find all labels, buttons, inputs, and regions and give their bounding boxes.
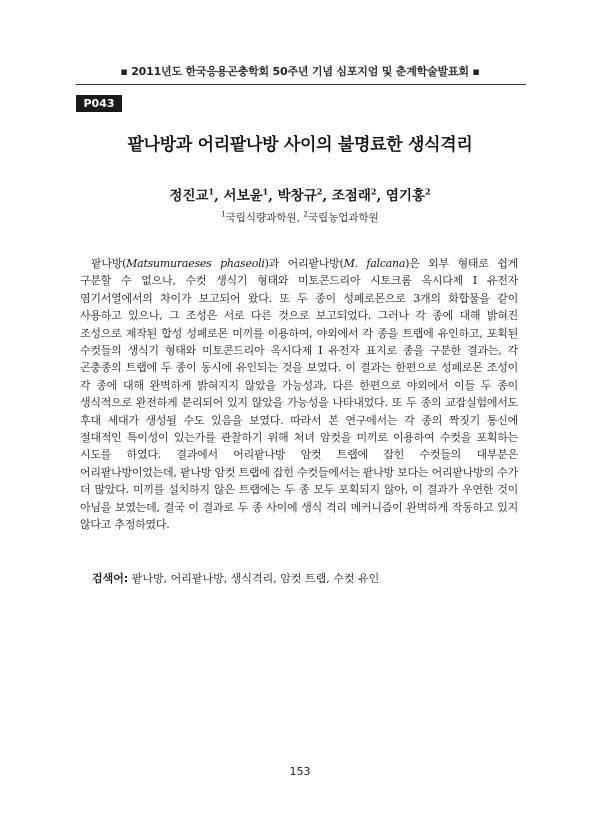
affiliation	[221, 212, 303, 224]
author-affil-mark: 2	[370, 186, 377, 197]
affiliation-list	[0, 210, 600, 225]
affiliation	[303, 212, 378, 224]
author-affil-mark: 1	[208, 186, 215, 197]
abstract-text: 팥나방(	[91, 257, 127, 270]
author-name: 염기홍	[385, 188, 425, 204]
affiliation-separator: ,	[296, 212, 304, 224]
affiliation-name: 국립농업과학원	[307, 212, 379, 224]
abstract-text: )은 외부 형태로 쉽게 구분할 수 없으나, 수컷 생식기 형태와 미토콘드리아 시토크롬 옥시다제 I 유전자 염기서열에서의 차이가 보고되어 왔다. 또 두 종이 성페로몬으로 3개의 화합물을 같이 사용하고 있으나, 그 조성은 서로 다른 것으로 보고되었다. 그러나 각 종에 대해 밝혀진 조성으로 제작된 합성 성페로몬 미끼를 이용하여, 야외에서 각 종을 트랩에 유인하고, 포획된 수컷들의 생식기 형태와 미토콘드리아 옥시다제 I 유전자 표지로 종을 구분한 결과는, 각 곤충종의 트랩에 두 종이 동시에 유인되는 것을 보였다. 이 결과는 한편으로 성페로몬 조성이 각 종에 대해 완벽하게 밝혀지지 않았을 가능성과, 다른 한편으로 야외에서 이들 두 종이 생식적으로 완전하게 분리되어 있지 않았을 가능성을 나타내었다. 또 두 종의 교잡실험에서도 후대 세대가 생성될 수도 있음을 보였다. 따라서 본 연구에서는 각 종의 짝짓기 통신에 절대적인 특이성이 있는가를 관찰하기 위해 처녀 암컷을 미끼로 이용하여 수컷을 포획하는 시도를 하였다. 결과에서 어리팥나방 암컷 트랩에 잡힌 수컷들의 대부분은 어리팥나방이었는데, 팥나방 암컷 트랩에 잡힌 수컷들에서는 팥나방 보다는 어리팥나방의 수가 더 많았다. 미끼를 설치하지 않은 트랩에는 두 종 모두 포획되지 않아, 이 결과가 우연한 것이 아님을 보였는데, 결국 이 결과로 두 종 사이에 생식 격리 메커니즘이 완벽하게 작동하고 있지 않다고 추정하였다.	[80, 257, 518, 532]
author-name: 정진교	[169, 188, 209, 204]
keywords-line	[92, 570, 512, 586]
affiliation-number: 1	[221, 210, 226, 219]
affiliation-name: 국립식량과학원	[225, 212, 297, 224]
author-name: 박창규	[277, 188, 317, 204]
author-name: 서보윤	[223, 188, 263, 204]
page-number: 153	[289, 765, 311, 778]
affiliation-number: 2	[303, 210, 308, 219]
abstract-text: )과 어리팥나방(	[264, 257, 344, 270]
author-separator: ,	[214, 188, 224, 204]
poster-id-badge: P043	[76, 95, 122, 112]
species-name: M. falcana	[343, 257, 406, 270]
author-list	[0, 184, 600, 204]
author	[332, 188, 386, 204]
author-affil-mark: 1	[262, 186, 269, 197]
paper-title: 팥나방과 어리팥나방 사이의 불명료한 생식격리	[127, 135, 473, 155]
running-header: ▪ 2011년도 한국응용곤충학회 50주년 기념 심포지엄 및 춘계학술발표회 ▪	[120, 65, 480, 78]
author	[278, 188, 332, 204]
author-affil-mark: 2	[316, 186, 323, 197]
author	[224, 188, 278, 204]
keywords-text: 팥나방, 어리팥나방, 생식격리, 암컷 트랩, 수컷 유인	[131, 572, 380, 585]
author-separator: ,	[268, 188, 278, 204]
author-name: 조점래	[331, 188, 371, 204]
header-rule	[76, 84, 526, 85]
keywords-label: 검색어:	[92, 572, 129, 585]
author-separator: ,	[376, 188, 386, 204]
author	[386, 188, 431, 204]
abstract-body	[80, 255, 518, 534]
species-name: Matsumuraeses phaseoli	[126, 257, 265, 270]
author-separator: ,	[322, 188, 332, 204]
author	[169, 188, 223, 204]
author-affil-mark: 2	[424, 186, 431, 197]
